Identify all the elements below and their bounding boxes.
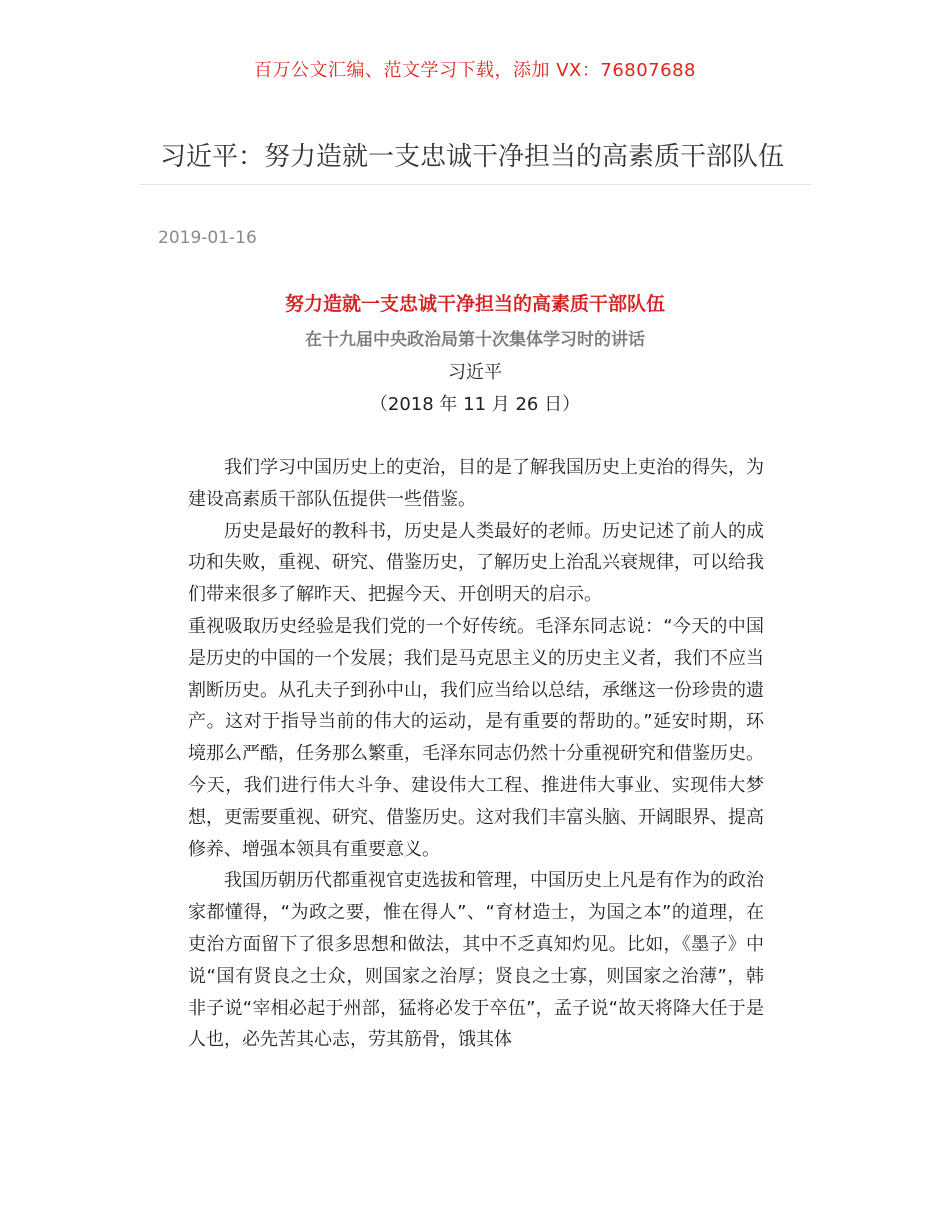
watermark-banner: 百万公文汇编、范文学习下载，添加 VX：76807688 bbox=[254, 60, 696, 81]
publish-date: 2019-01-16 bbox=[158, 228, 257, 248]
title-divider bbox=[140, 184, 811, 185]
speech-headline: 努力造就一支忠诚干净担当的高素质干部队伍 bbox=[284, 293, 665, 315]
article-body bbox=[188, 452, 764, 1056]
paragraph: 重视吸取历史经验是我们党的一个好传统。毛泽东同志说：“今天的中国是历史的中国的一个发展；我们是马克思主义的历史主义者，我们不应当割断历史。从孔夫子到孙中山，我们应当给以总结，承继这一份珍贵的遗产。这对于指导当前的伟大的运动，是有重要的帮助的。”延安时期，环境那么严酷，任务那么繁重，毛泽东同志仍然十分重视研究和借鉴历史。今天，我们进行伟大斗争、建设伟大工程、推进伟大事业、实现伟大梦想，更需要重视、研究、借鉴历史。这对我们丰富头脑、开阔眼界、提高修养、增强本领具有重要意义。 bbox=[188, 615, 764, 860]
paragraph: 历史是最好的教科书，历史是人类最好的老师。历史记述了前人的成功和失败，重视、研究、借鉴历史，了解历史上治乱兴衰规律，可以给我们带来很多了解昨天、把握今天、开创明天的启示。 bbox=[188, 520, 764, 606]
page-title: 习近平：努力造就一支忠诚干净担当的高素质干部队伍 bbox=[160, 142, 785, 172]
paragraph: 我们学习中国历史上的吏治，目的是了解我国历史上吏治的得失，为建设高素质干部队伍提供一些借鉴。 bbox=[188, 457, 764, 510]
speech-author: 习近平 bbox=[448, 362, 502, 383]
speech-subtitle: 在十九届中央政治局第十次集体学习时的讲话 bbox=[305, 330, 645, 350]
paragraph: 我国历朝历代都重视官吏选拔和管理，中国历史上凡是有作为的政治家都懂得，“为政之要，惟在得人”、“育材造士，为国之本”的道理，在吏治方面留下了很多思想和做法，其中不乏真知灼见。比如，《墨子》中说“国有贤良之士众，则国家之治厚；贤良之士寡，则国家之治薄”，韩非子说“宰相必起于州部，猛将必发于卒伍”，孟子说“故天将降大任于是人也，必先苦其心志，劳其筋骨，饿其体 bbox=[188, 870, 764, 1051]
speech-date: （2018 年 11 月 26 日） bbox=[369, 394, 581, 415]
